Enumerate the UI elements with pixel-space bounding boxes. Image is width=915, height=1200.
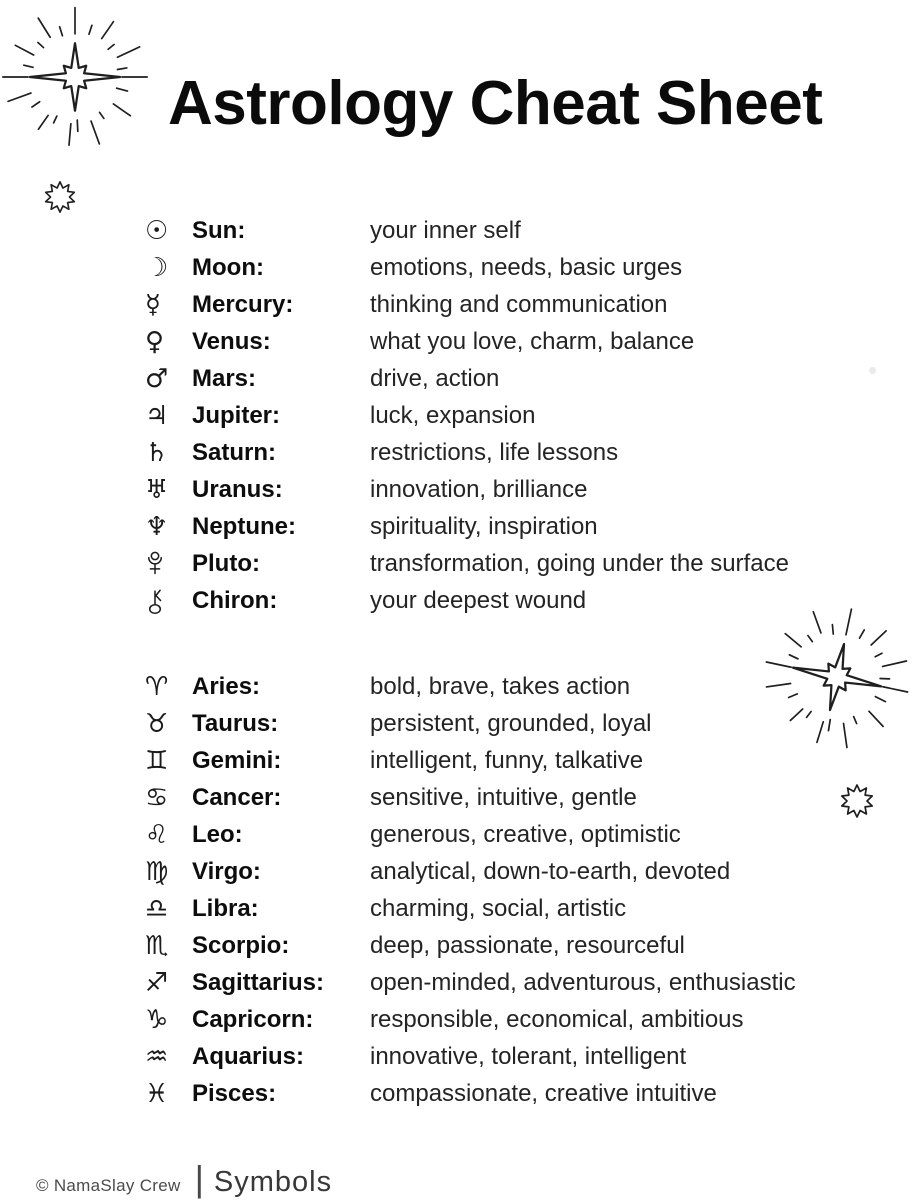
pluto-symbol [145,549,192,578]
item-name: Gemini: [192,746,282,774]
item-description: transformation, going under the surface [370,549,789,577]
item-description: analytical, down-to-earth, devoted [370,857,731,885]
item-name: Jupiter: [192,401,281,429]
sun-symbol: ☉ [145,215,169,246]
list-item [145,286,907,323]
list-item [145,212,907,249]
footer [36,1158,332,1200]
sagittarius-symbol: ♐ [145,967,169,998]
item-name: Chiron: [192,586,278,614]
neptune-symbol: ♆ [145,511,169,542]
mars-symbol: ♂ [145,363,169,394]
item-description: innovation, brilliance [370,475,588,503]
planets-list [145,212,907,619]
item-description: compassionate, creative intuitive [370,1079,717,1107]
item-description: intelligent, funny, talkative [370,746,644,774]
faint-dot-artifact [869,367,876,374]
aries-symbol: ♈ [145,671,169,702]
item-description: persistent, grounded, loyal [370,709,652,737]
item-name: Sun: [192,216,246,244]
item-description: restrictions, life lessons [370,438,619,466]
item-description: your deepest wound [370,586,587,614]
item-description: deep, passionate, resourceful [370,931,685,959]
item-name: Aries: [192,672,261,700]
item-name: Virgo: [192,857,261,885]
item-description: bold, brave, takes action [370,672,631,700]
aquarius-symbol: ♒ [145,1041,169,1072]
chiron-symbol [145,586,192,615]
burst-star-icon [43,180,77,214]
cancer-symbol: ♋ [145,782,169,813]
item-name: Sagittarius: [192,968,325,996]
item-description: spirituality, inspiration [370,512,598,540]
item-description: your inner self [370,216,521,244]
libra-symbol: ♎ [145,893,169,924]
item-name: Venus: [192,327,271,355]
item-description: what you love, charm, balance [370,327,695,355]
list-item [145,779,907,816]
capricorn-symbol: ♑ [145,1004,169,1035]
page-title: Astrology Cheat Sheet [168,69,823,138]
item-name: Pisces: [192,1079,277,1107]
list-item [145,508,907,545]
pisces-symbol: ♓ [145,1078,169,1109]
item-name: Cancer: [192,783,282,811]
list-item [145,545,907,582]
list-item [145,927,907,964]
virgo-symbol: ♍ [145,856,169,887]
jupiter-symbol: ♃ [145,400,169,431]
item-name: Saturn: [192,438,276,466]
taurus-symbol: ♉ [145,708,169,739]
item-name: Leo: [192,820,243,848]
item-name: Uranus: [192,475,283,503]
list-item [145,471,907,508]
list-item [145,249,907,286]
item-description: sensitive, intuitive, gentle [370,783,637,811]
list-item [145,360,907,397]
saturn-symbol: ♄ [145,437,169,468]
item-name: Scorpio: [192,931,290,959]
item-description: luck, expansion [370,401,536,429]
item-name: Mars: [192,364,257,392]
starburst-icon [0,2,150,152]
list-item [145,434,907,471]
list-item [145,323,907,360]
item-name: Moon: [192,253,264,281]
item-description: charming, social, artistic [370,894,627,922]
item-description: innovative, tolerant, intelligent [370,1042,687,1070]
item-description: drive, action [370,364,500,392]
moon-symbol: ☽ [145,252,169,283]
item-description: emotions, needs, basic urges [370,253,683,281]
footer-divider: | [194,1158,204,1199]
list-item [145,853,907,890]
footer-brand: Symbols [213,1166,333,1198]
item-name: Neptune: [192,512,296,540]
item-name: Capricorn: [192,1005,314,1033]
item-description: open-minded, adventurous, enthusiastic [370,968,796,996]
list-item [145,816,907,853]
item-name: Taurus: [192,709,279,737]
item-description: responsible, economical, ambitious [370,1005,744,1033]
venus-symbol: ♀ [145,326,165,357]
item-description: generous, creative, optimistic [370,820,681,848]
list-item [145,890,907,927]
burst-star-icon [839,783,875,819]
item-name: Libra: [192,894,259,922]
scorpio-symbol: ♏ [145,930,169,961]
leo-symbol: ♌ [145,819,169,850]
item-name: Aquarius: [192,1042,305,1070]
list-item [145,964,907,1001]
list-item [145,397,907,434]
mercury-symbol: ☿ [145,289,161,320]
item-name: Mercury: [192,290,294,318]
gemini-symbol: ♊ [145,745,169,776]
uranus-symbol: ♅ [145,474,169,505]
item-name: Pluto: [192,549,260,577]
list-item [145,1075,907,1112]
item-description: thinking and communication [370,290,668,318]
list-item [145,1038,907,1075]
footer-copyright: © NamaSlay Crew [36,1176,181,1195]
list-item [145,1001,907,1038]
